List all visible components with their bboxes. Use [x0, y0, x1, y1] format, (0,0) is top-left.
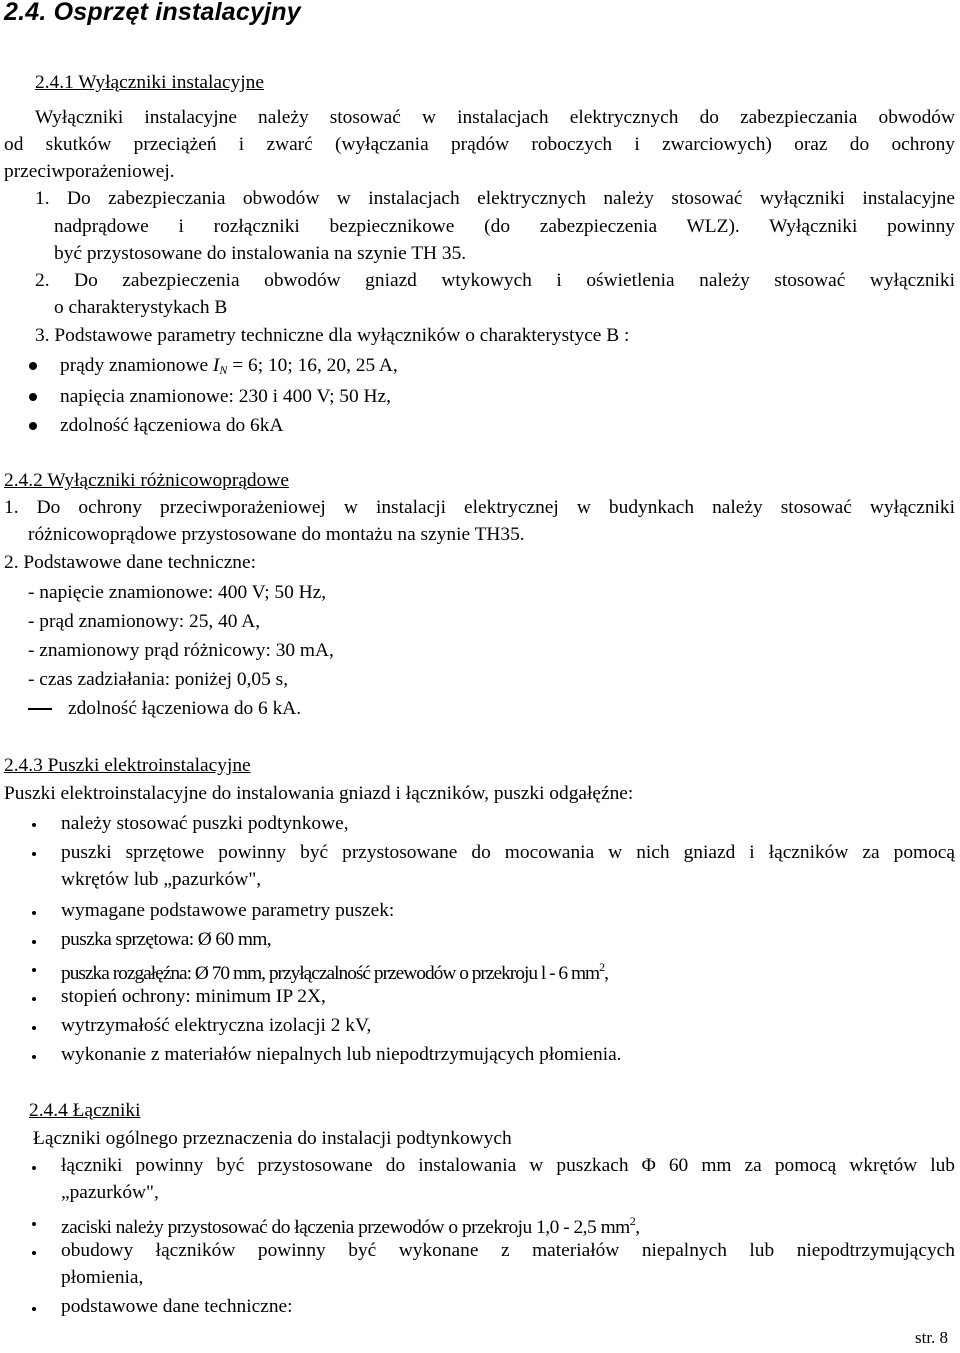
boxes-item-2-line-1: puszki sprzętowe powinny być przystosowane do mocowania w nich gniazd i łączników za pomocą — [61, 842, 955, 863]
boxes-intro: Puszki elektroinstalacyjne do instalowania gniazd i łączników, puszki odgałęźne: — [4, 783, 634, 804]
param-breaking-capacity: zdolność łączeniowa do 6kA — [60, 415, 284, 436]
bullet-icon — [32, 940, 36, 944]
boxes-item-2-line-2: wkrętów lub „pazurków", — [61, 869, 262, 890]
bullet-icon — [29, 422, 37, 430]
light-item-2: zaciski należy przystosować do łączenia przewodów o przekroju 1,0 - 2,5 $mm^2$, — [61, 1214, 640, 1238]
bullet-icon — [32, 1222, 36, 1226]
boxes-item-5: puszka rozgałęźna: Ø 70 mm, przyłączalność przewodów o przekroju l - 6 $mm^2$, — [61, 960, 608, 984]
section-title-rcd: 2.4.2 Wyłączniki różnicowoprądowe — [4, 470, 289, 491]
bullet-icon — [32, 968, 36, 972]
light-item-1-line-1: łączniki powinny być przystosowane do instalowania w puszkach Φ 60 mm za pomocą wkrętów lub — [61, 1155, 955, 1176]
rcd-residual-current: - znamionowy prąd różnicowy: 30 mA, — [28, 640, 334, 661]
boxes-item-1: należy stosować puszki podtynkowe, — [61, 813, 349, 834]
para1-line-1: 1. Do zabezpieczania obwodów w instalacjach elektrycznych należy stosować wyłączniki instalacyjne — [35, 188, 955, 209]
para2-line-1: 2. Do zabezpieczenia obwodów gniazd wtykowych i oświetlenia należy stosować wyłączniki — [35, 270, 955, 291]
bullet-icon — [32, 852, 36, 856]
rcd-para2: 2. Podstawowe dane techniczne: — [4, 552, 256, 573]
boxes-item-4: puszka sprzętowa: Ø 60 mm, — [61, 929, 272, 950]
bullet-icon — [32, 1251, 36, 1255]
bullet-icon — [32, 911, 36, 915]
light-item-3-line-1: obudowy łączników powinny być wykonane z materiałów niepalnych lub niepodtrzymujących — [61, 1240, 955, 1261]
bullet-icon — [32, 1026, 36, 1030]
intro-line-1: Wyłączniki instalacyjne należy stosować w instalacjach elektrycznych do zabezpieczania obwodów — [35, 107, 955, 128]
para1-line-3: być przystosowane do instalowania na szynie TH 35. — [54, 243, 467, 264]
intro-line-2: od skutków przeciążeń i zwarć (wyłączania prądów roboczych i zwarciowych) oraz do ochrony — [4, 134, 955, 155]
bullet-icon — [29, 362, 37, 370]
rcd-current: - prąd znamionowy: 25, 40 A, — [28, 611, 261, 632]
rcd-para1-line-1: 1. Do ochrony przeciwporażeniowej w instalacji elektrycznej w budynkach należy stosować wyłączniki — [4, 497, 955, 518]
rcd-voltage: - napięcie znamionowe: 400 V; 50 Hz, — [28, 582, 327, 603]
para3: 3. Podstawowe parametry techniczne dla wyłączników o charakterystyce B : — [35, 325, 630, 346]
bullet-icon — [29, 393, 37, 401]
boxes-item-8: wykonanie z materiałów niepalnych lub niepodtrzymujących płomienia. — [61, 1044, 622, 1065]
section-title-switches-light: 2.4.4 Łączniki — [29, 1100, 141, 1121]
section-title-switches: 2.4.1 Wyłączniki instalacyjne — [35, 72, 264, 93]
rcd-para1-line-2: różnicowoprądowe przystosowane do montażu na szynie TH35. — [28, 524, 525, 545]
light-switches-intro: Łączniki ogólnego przeznaczenia do instalacji podtynkowych — [33, 1128, 512, 1149]
light-item-3-line-2: płomienia, — [61, 1267, 144, 1288]
rcd-breaking-capacity: zdolność łączeniowa do 6 kA. — [68, 698, 302, 719]
dash-icon — [28, 708, 52, 710]
para1-line-2: nadprądowe i rozłączniki bezpiecznikowe (do zabezpieczenia WLZ). Wyłączniki powinny — [54, 216, 955, 237]
intro-line-3: przeciwporażeniowej. — [4, 161, 175, 182]
boxes-item-6: stopień ochrony: minimum IP 2X, — [61, 986, 326, 1007]
bullet-icon — [32, 1166, 36, 1170]
param-current: prądy znamionowe $I_N = 6$; 10; 16, 20, 25 A, — [60, 355, 398, 377]
light-item-1-line-2: „pazurków", — [61, 1182, 159, 1203]
rcd-trip-time: - czas zadziałania: poniżej 0,05 s, — [28, 669, 289, 690]
bullet-icon — [32, 1307, 36, 1311]
param-voltage: napięcia znamionowe: 230 i 400 V; 50 Hz, — [60, 386, 391, 407]
bullet-icon — [32, 997, 36, 1001]
section-title-boxes: 2.4.3 Puszki elektroinstalacyjne — [4, 755, 251, 776]
bullet-icon — [32, 1055, 36, 1059]
page-heading: 2.4. Osprzęt instalacyjny — [4, 0, 301, 26]
boxes-item-3: wymagane podstawowe parametry puszek: — [61, 900, 395, 921]
para2-line-2: o charakterystykach B — [54, 297, 228, 318]
boxes-item-7: wytrzymałość elektryczna izolacji 2 kV, — [61, 1015, 372, 1036]
page-number: str. 8 — [915, 1328, 949, 1347]
light-item-4: podstawowe dane techniczne: — [61, 1296, 293, 1317]
bullet-icon — [32, 823, 36, 827]
